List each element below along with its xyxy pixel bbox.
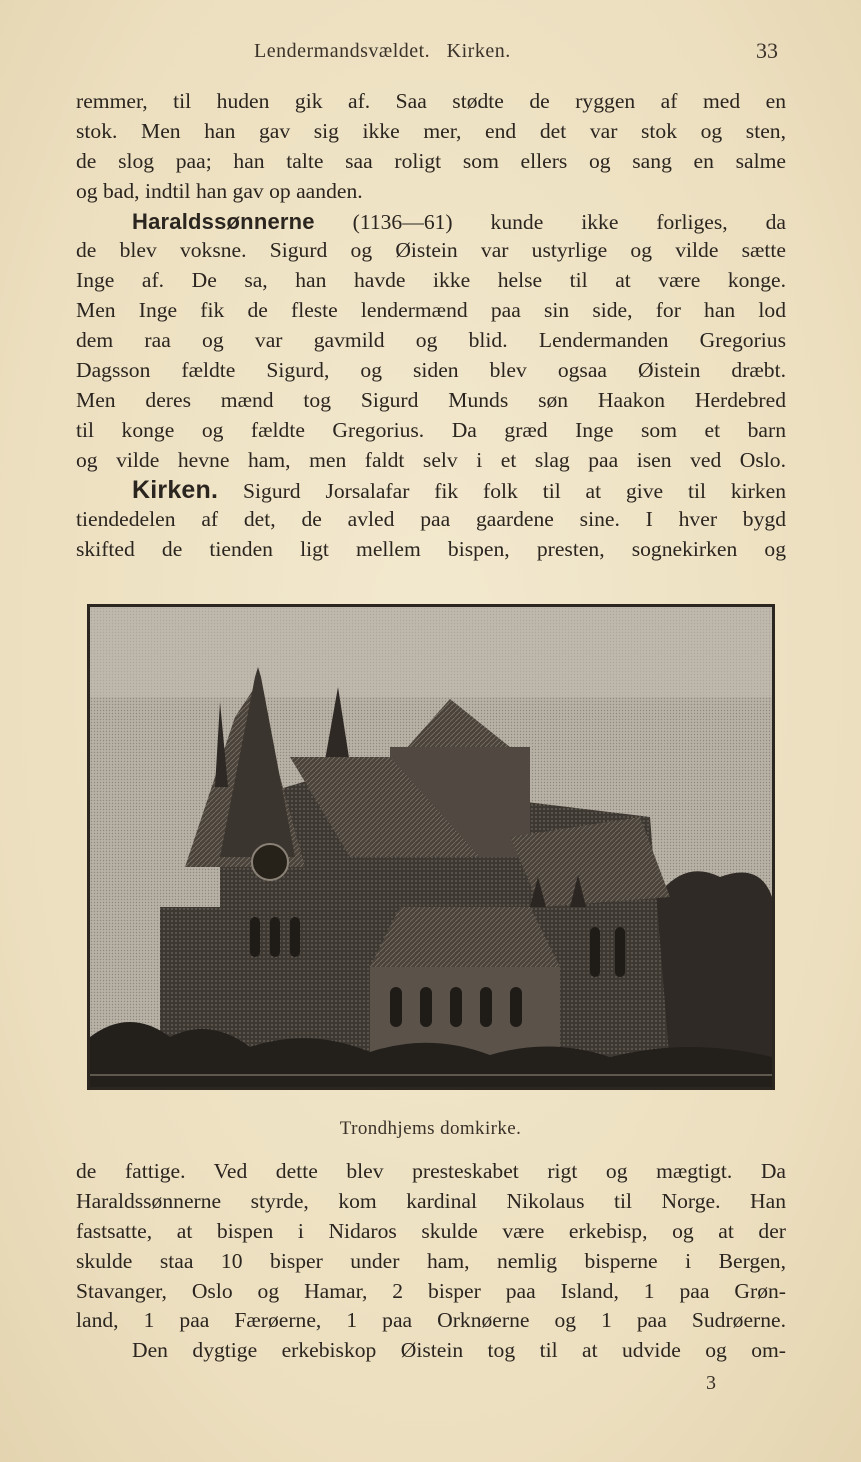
text-line: Men deres mænd tog Sigurd Munds søn Haakon Herdebred bbox=[76, 387, 786, 412]
text-line: skulde staa 10 bisper under ham, nemlig bisperne i Bergen, bbox=[76, 1248, 786, 1273]
text-line: dem raa og var gavmild og blid. Lendermanden Gregorius bbox=[76, 328, 786, 353]
text-line: fastsatte, at bispen i Nidaros skulde være erkebisp, og at der bbox=[76, 1218, 786, 1243]
text-fragment: (1136—61) kunde ikke forliges, da bbox=[352, 209, 786, 234]
running-header bbox=[0, 36, 861, 70]
text-line: Men Inge fik de fleste lendermænd paa sin side, for han lod bbox=[76, 298, 786, 323]
text-line: og vilde hevne ham, men faldt selv i et slag paa isen ved Oslo. bbox=[76, 447, 786, 472]
text-line: Dagsson fældte Sigurd, og siden blev ogsaa Øistein dræbt. bbox=[76, 358, 786, 383]
text-line: de blev voksne. Sigurd og Øistein var ustyrlige og vilde sætte bbox=[76, 238, 786, 263]
text-line: og bad, indtil han gav op aanden. bbox=[76, 178, 363, 203]
text-line: stok. Men han gav sig ikke mer, end det var stok og sten, bbox=[76, 118, 786, 143]
section-heading-kirken: Kirken. bbox=[132, 475, 219, 504]
text-line: Haraldssønnerne styrde, kom kardinal Nikolaus til Norge. Han bbox=[76, 1188, 786, 1213]
text-line: land, 1 paa Færøerne, 1 paa Orknøerne og 1 paa Sudrøerne. bbox=[76, 1308, 786, 1333]
text-line: tiendedelen af det, de avled paa gaardene sine. I hver bygd bbox=[76, 507, 786, 532]
body-text-top bbox=[76, 87, 786, 565]
cathedral-photograph bbox=[87, 604, 775, 1090]
text-line: til konge og fældte Gregorius. Da græd Inge som et barn bbox=[76, 417, 786, 442]
paragraph-start bbox=[76, 476, 786, 506]
text-line: skifted de tienden ligt mellem bispen, presten, sognekirken og bbox=[76, 537, 786, 562]
section-heading-haraldssonnerne: Haraldssønnerne bbox=[132, 208, 315, 234]
text-line: Stavanger, Oslo og Hamar, 2 bisper paa Island, 1 paa Grøn- bbox=[76, 1278, 786, 1303]
page-number: 33 bbox=[756, 38, 778, 63]
running-title: Lendermandsvældet. Kirken. bbox=[254, 40, 511, 62]
cathedral-illustration bbox=[90, 607, 772, 1087]
body-text-bottom bbox=[76, 1157, 786, 1366]
text-fragment: Sigurd Jorsalafar fik folk til at give til kirken bbox=[243, 478, 787, 503]
paragraph-start bbox=[76, 207, 786, 237]
signature-mark: 3 bbox=[706, 1372, 716, 1394]
text-line: remmer, til huden gik af. Saa stødte de ryggen af med en bbox=[76, 89, 786, 113]
text-line: Inge af. De sa, han havde ikke helse til at være konge. bbox=[76, 268, 786, 293]
text-line: de fattige. Ved dette blev presteskabet rigt og mægtigt. Da bbox=[76, 1159, 786, 1183]
figure-caption: Trondhjems domkirke. bbox=[339, 1118, 522, 1139]
text-line: de slog paa; han talte saa roligt som ellers og sang en salme bbox=[76, 148, 786, 173]
text-line: Den dygtige erkebiskop Øistein tog til at udvide og om- bbox=[132, 1338, 786, 1363]
